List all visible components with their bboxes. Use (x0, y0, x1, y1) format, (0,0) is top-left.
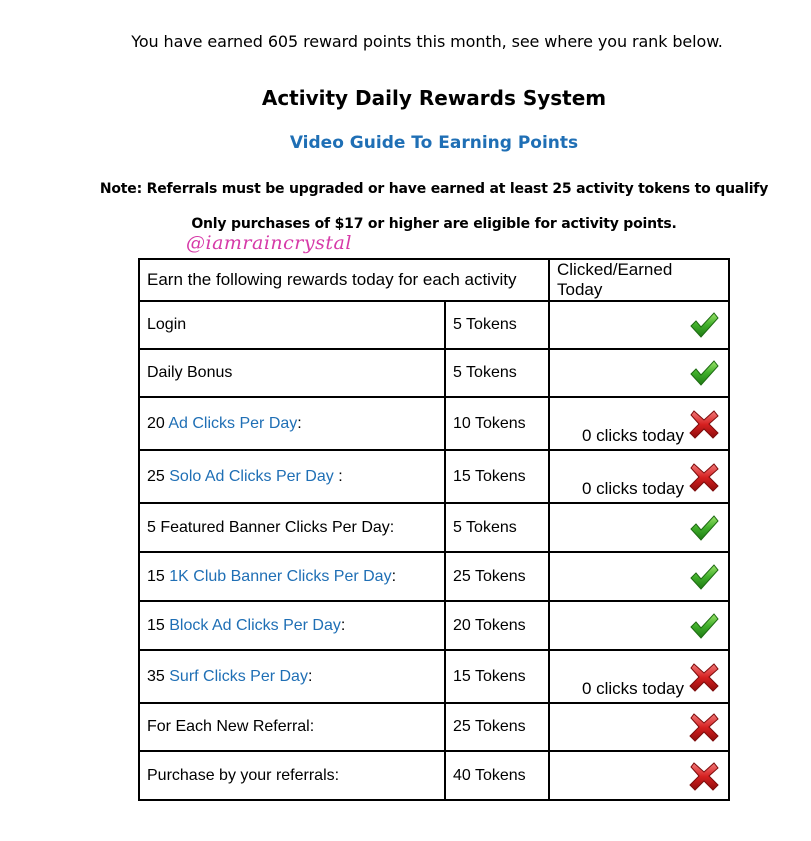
activity-cell (139, 751, 445, 800)
status-cell (549, 301, 729, 349)
table-row (139, 601, 729, 650)
tokens-cell: 5 Tokens (445, 503, 549, 552)
tokens-cell: 10 Tokens (445, 397, 549, 450)
status-cell (549, 450, 729, 503)
points-summary: You have earned 605 reward points this month, see where you rank below. (131, 32, 723, 51)
rewards-table (138, 258, 730, 801)
rewards-rows (139, 301, 729, 800)
status-cell (549, 397, 729, 450)
cross-icon (688, 415, 720, 432)
clicks-today-text: 0 clicks today (581, 678, 684, 698)
activity-label: 20 (147, 414, 169, 432)
check-icon (688, 364, 720, 381)
activity-cell (139, 503, 445, 552)
table-row (139, 450, 729, 503)
tokens-cell: 5 Tokens (445, 301, 549, 349)
table-row (139, 751, 729, 800)
check-icon (688, 519, 720, 536)
check-icon (688, 316, 720, 333)
status-cell (549, 751, 729, 800)
activity-cell (139, 397, 445, 450)
table-row (139, 397, 729, 450)
activity-cell (139, 301, 445, 349)
activity-link[interactable]: 1K Club Banner Clicks Per Day (169, 567, 392, 585)
tokens-cell: 25 Tokens (445, 703, 549, 751)
tokens-cell: 25 Tokens (445, 552, 549, 601)
table-row (139, 703, 729, 751)
activity-cell (139, 650, 445, 703)
table-header-row (139, 259, 729, 301)
tokens-cell: 15 Tokens (445, 450, 549, 503)
check-icon (688, 568, 720, 585)
activity-suffix: : (391, 567, 397, 585)
table-row (139, 349, 729, 397)
page-title: Activity Daily Rewards System (261, 86, 607, 110)
status-cell (549, 650, 729, 703)
activity-label: 15 (147, 616, 170, 634)
activity-label: Login (147, 316, 187, 333)
activity-link[interactable]: Solo Ad Clicks Per Day (169, 467, 334, 485)
cross-icon (688, 668, 720, 685)
tokens-cell: 5 Tokens (445, 349, 549, 397)
header-activity: Earn the following rewards today for each activity (139, 259, 549, 301)
table-row (139, 301, 729, 349)
activity-cell (139, 703, 445, 751)
activity-cell (139, 601, 445, 650)
table-row (139, 650, 729, 703)
referral-note: Note: Referrals must be upgraded or have earned at least 25 activity tokens to qualify (99, 181, 769, 197)
status-cell (549, 703, 729, 751)
check-icon (688, 617, 720, 634)
activity-link[interactable]: Surf Clicks Per Day (169, 667, 308, 685)
cross-icon (688, 767, 720, 784)
clicks-today-text: 0 clicks today (581, 425, 684, 445)
cross-icon (688, 718, 720, 735)
status-cell (549, 552, 729, 601)
activity-link[interactable]: Block Ad Clicks Per Day (169, 616, 341, 634)
activity-suffix: : (333, 467, 343, 485)
activity-suffix: : (340, 616, 346, 634)
header-status: Clicked/Earned Today (549, 259, 729, 301)
activity-cell (139, 450, 445, 503)
activity-label: For Each New Referral: (147, 718, 315, 735)
cross-icon (688, 468, 720, 485)
activity-label: Daily Bonus (147, 364, 233, 381)
activity-cell (139, 349, 445, 397)
activity-suffix: : (307, 667, 313, 685)
watermark: @iamraincrystal (186, 232, 352, 254)
activity-cell (139, 552, 445, 601)
activity-suffix: : (297, 414, 302, 432)
activity-label: 5 Featured Banner Clicks Per Day: (147, 518, 395, 536)
activity-label: 35 (147, 667, 170, 685)
video-guide-link[interactable]: Video Guide To Earning Points (289, 133, 579, 153)
activity-label: 25 (147, 467, 170, 485)
activity-link[interactable]: Ad Clicks Per Day (168, 414, 298, 432)
activity-label: Purchase by your referrals: (147, 766, 340, 784)
tokens-cell: 20 Tokens (445, 601, 549, 650)
table-row (139, 503, 729, 552)
clicks-today-text: 0 clicks today (581, 478, 684, 498)
status-cell (549, 349, 729, 397)
table-row (139, 552, 729, 601)
status-cell (549, 601, 729, 650)
tokens-cell: 40 Tokens (445, 751, 549, 800)
activity-label: 15 (147, 567, 170, 585)
tokens-cell: 15 Tokens (445, 650, 549, 703)
status-cell (549, 503, 729, 552)
purchase-note: Only purchases of $17 or higher are eligible for activity points. (191, 216, 677, 232)
